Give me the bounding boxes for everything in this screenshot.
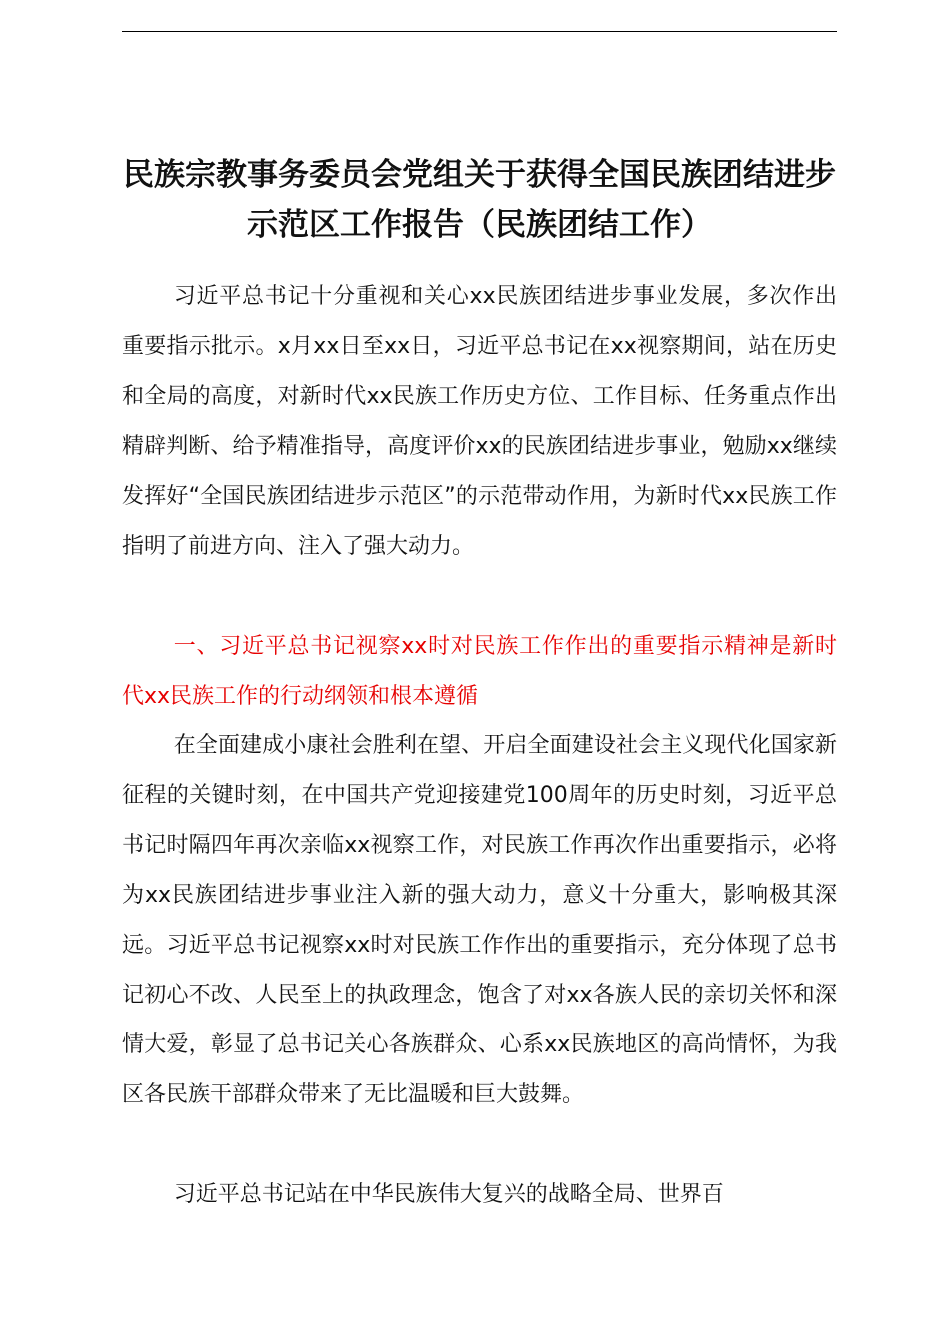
section-heading-1: 一、习近平总书记视察xx时对民族工作作出的重要指示精神是新时代xx民族工作的行动纲领和根本遵循: [122, 634, 837, 709]
paragraph-section-1: 在全面建成小康社会胜利在望、开启全面建设社会主义现代化国家新征程的关键时刻，在中国共产党迎接建党100周年的历史时刻，习近平总书记时隔四年再次亲临xx视察工作，对民族工作再次作出重要指示，必将为xx民族团结进步事业注入新的强大动力，意义十分重大，影响极其深远。习近平总书记视察xx时对民族工作作出的重要指示，充分体现了总书记初心不改、人民至上的执政理念，饱含了对xx各族人民的亲切关怀和深情大爱，彰显了总书记关心各族群众、心系xx民族地区的高尚情怀，为我区各民族干部群众带来了无比温暖和巨大鼓舞。: [122, 733, 837, 1108]
paragraph-intro: 习近平总书记十分重视和关心xx民族团结进步事业发展，多次作出重要指示批示。x月xx日至xx日，习近平总书记在xx视察期间，站在历史和全局的高度，对新时代xx民族工作历史方位、工作目标、任务重点作出精辟判断、给予精准指导，高度评价xx的民族团结进步事业，勉励xx继续发挥好“全国民族团结进步示范区”的示范带动作用，为新时代xx民族工作指明了前进方向、注入了强大动力。: [122, 284, 837, 559]
document-title: 民族宗教事务委员会党组关于获得全国民族团结进步示范区工作报告（民族团结工作）: [123, 157, 836, 243]
paragraph-continued: 习近平总书记站在中华民族伟大复兴的战略全局、世界百: [173, 1182, 724, 1207]
header-rule: [122, 31, 837, 32]
